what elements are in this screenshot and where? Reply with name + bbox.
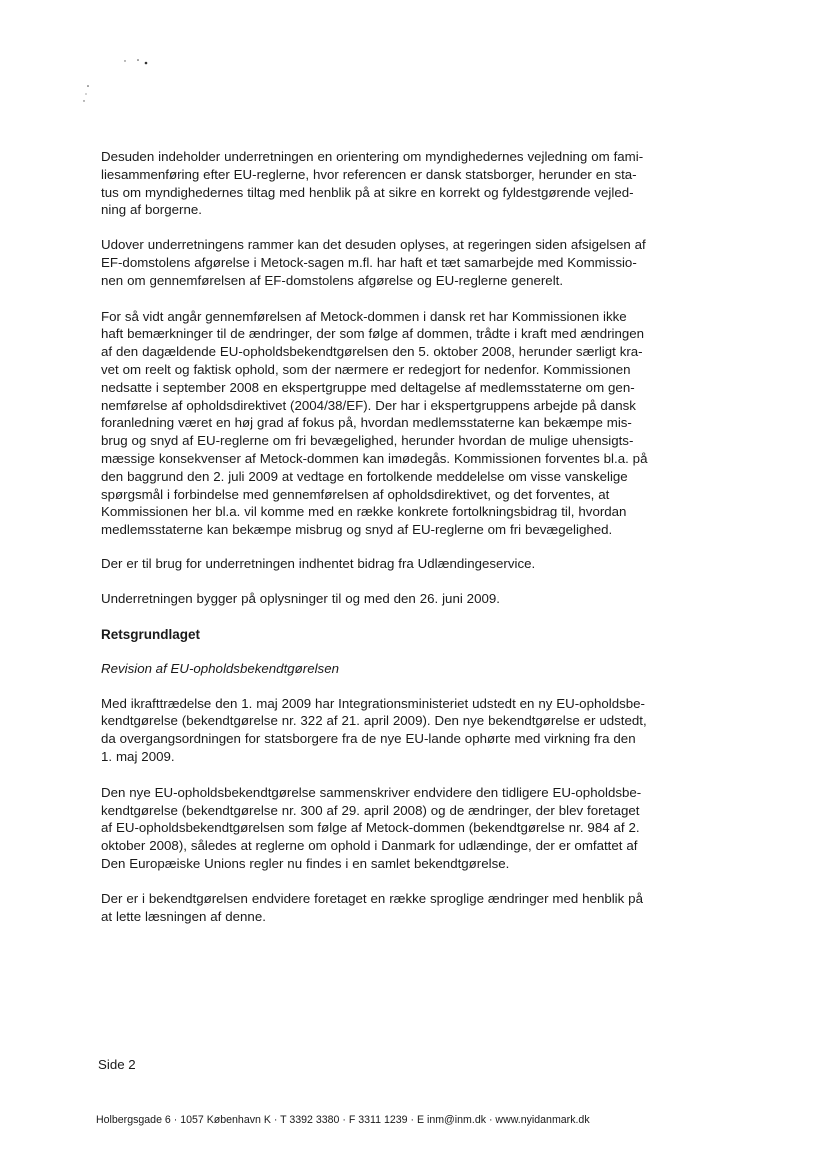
document-body [101, 148, 681, 925]
text-line: For så vidt angår gennemførelsen af Metock-dommen i dansk ret har Kommissionen ikke [101, 308, 627, 324]
text-line: Den nye EU-opholdsbekendtgørelse sammenskriver endvidere den tidligere EU-opholdsbe- [101, 784, 642, 800]
text-line: nemførelse af opholdsdirektivet (2004/38/EF). Der har i ekspertgruppens arbejde på dansk [101, 397, 636, 413]
paragraph-date [101, 590, 681, 608]
text-line: spørgsmål i forbindelse med gennemførelsen af opholdsdirektivet, og det forventes, at [101, 486, 610, 502]
paragraph-consolidation [101, 784, 681, 873]
paragraph-new-order [101, 695, 681, 766]
text-line: foranledning været en høj grad af fokus på, hvordan medlemsstaterne kan bekæmpe mis- [101, 415, 632, 431]
paragraph-sources [101, 555, 681, 573]
text-line: kendtgørelse (bekendtgørelse nr. 322 af 21. april 2009). Den nye bekendtgørelse er udstedt, [101, 713, 647, 729]
text-line: kendtgørelse (bekendtgørelse nr. 300 af 29. april 2008) og de ændringer, der blev foretaget [101, 802, 640, 818]
text-line: vet om reelt og faktisk ophold, som der nærmere er redegjort for nedenfor. Kommissionen [101, 361, 631, 377]
paragraph-intro [101, 148, 681, 219]
text-line: Udover underretningens rammer kan det desuden oplyses, at regeringen siden afsigelsen af [101, 237, 646, 253]
paragraph-metock [101, 308, 681, 539]
text-line: Kommissionen her bl.a. vil komme med en række konkrete fortolkningsbidrag til, hvordan [101, 504, 627, 520]
text-line: mæssige konsekvenser af Metock-dommen kan imødegås. Kommissionen forventes bl.a. på [101, 450, 648, 466]
text-line: nen om gennemførelsen af EF-domstolens afgørelse og EU-reglerne generelt. [101, 272, 564, 288]
text-line: EF-domstolens afgørelse i Metock-sagen m.fl. har haft et tæt samarbejde med Kommissio- [101, 254, 637, 270]
text-line: oktober 2008), således at reglerne om ophold i Danmark for udlændinge, der er omfattet af [101, 838, 638, 854]
text-line: brug og snyd af EU-reglerne om fri bevægelighed, herunder hvordan de mulige uhensigts- [101, 433, 634, 449]
text-line: af den dagældende EU-opholdsbekendtgørelsen den 5. oktober 2008, herunder særligt kra- [101, 344, 643, 360]
page-number: Side 2 [98, 1057, 136, 1072]
text-line: af EU-opholdsbekendtgørelsen som følge af Metock-dommen (bekendtgørelse nr. 984 af 2. [101, 820, 640, 836]
text-line: da overgangsordningen for statsborgere fra de nye EU-lande ophørte med virkning fra den [101, 731, 636, 747]
section-subheading: Revision af EU-opholdsbekendtgørelsen [101, 660, 339, 676]
text-line: ning af borgerne. [101, 202, 202, 218]
text-line: 1. maj 2009. [101, 748, 175, 764]
text-line: Der er til brug for underretningen indhentet bidrag fra Udlændingeservice. [101, 555, 536, 571]
text-line: Den Europæiske Unions regler nu findes i en samlet bekendtgørelse. [101, 855, 510, 871]
text-line: Der er i bekendtgørelsen endvidere foretaget en række sproglige ændringer med henblik på [101, 890, 643, 906]
text-line: nedsatte i september 2008 en ekspertgruppe med deltagelse af medlemsstaterne om gen- [101, 379, 635, 395]
paragraph-cooperation [101, 236, 681, 289]
section-heading: Retsgrundlaget [101, 626, 201, 642]
text-line: Underretningen bygger på oplysninger til og med den 26. juni 2009. [101, 590, 500, 606]
text-line: at lette læsningen af denne. [101, 908, 266, 924]
paragraph-language-changes [101, 890, 681, 926]
footer-contact: Holbergsgade 6 · 1057 København K · T 3392 3380 · F 3311 1239 · E inm@inm.dk · www.nyidanmark.dk [96, 1114, 590, 1126]
text-line: liesammenføring efter EU-reglerne, hvor referencen er dansk statsborger, herunder en sta- [101, 166, 637, 182]
text-line: haft bemærkninger til de ændringer, der som følge af dommen, trådte i kraft med ændringen [101, 326, 645, 342]
text-line: Desuden indeholder underretningen en orientering om myndighedernes vejledning om fami- [101, 149, 644, 164]
scan-specks [0, 0, 826, 120]
text-line: den baggrund den 2. juli 2009 at vedtage en fortolkende meddelelse om visse vanskelige [101, 468, 628, 484]
text-line: Med ikrafttrædelse den 1. maj 2009 har Integrationsministeriet udstedt en ny EU-opholdsbe- [101, 695, 645, 711]
text-line: medlemsstaterne kan bekæmpe misbrug og snyd af EU-reglerne om fri bevægelighed. [101, 522, 613, 538]
text-line: tus om myndighedernes tiltag med henblik på at sikre en korrekt og fyldestgørende vejled- [101, 184, 634, 200]
